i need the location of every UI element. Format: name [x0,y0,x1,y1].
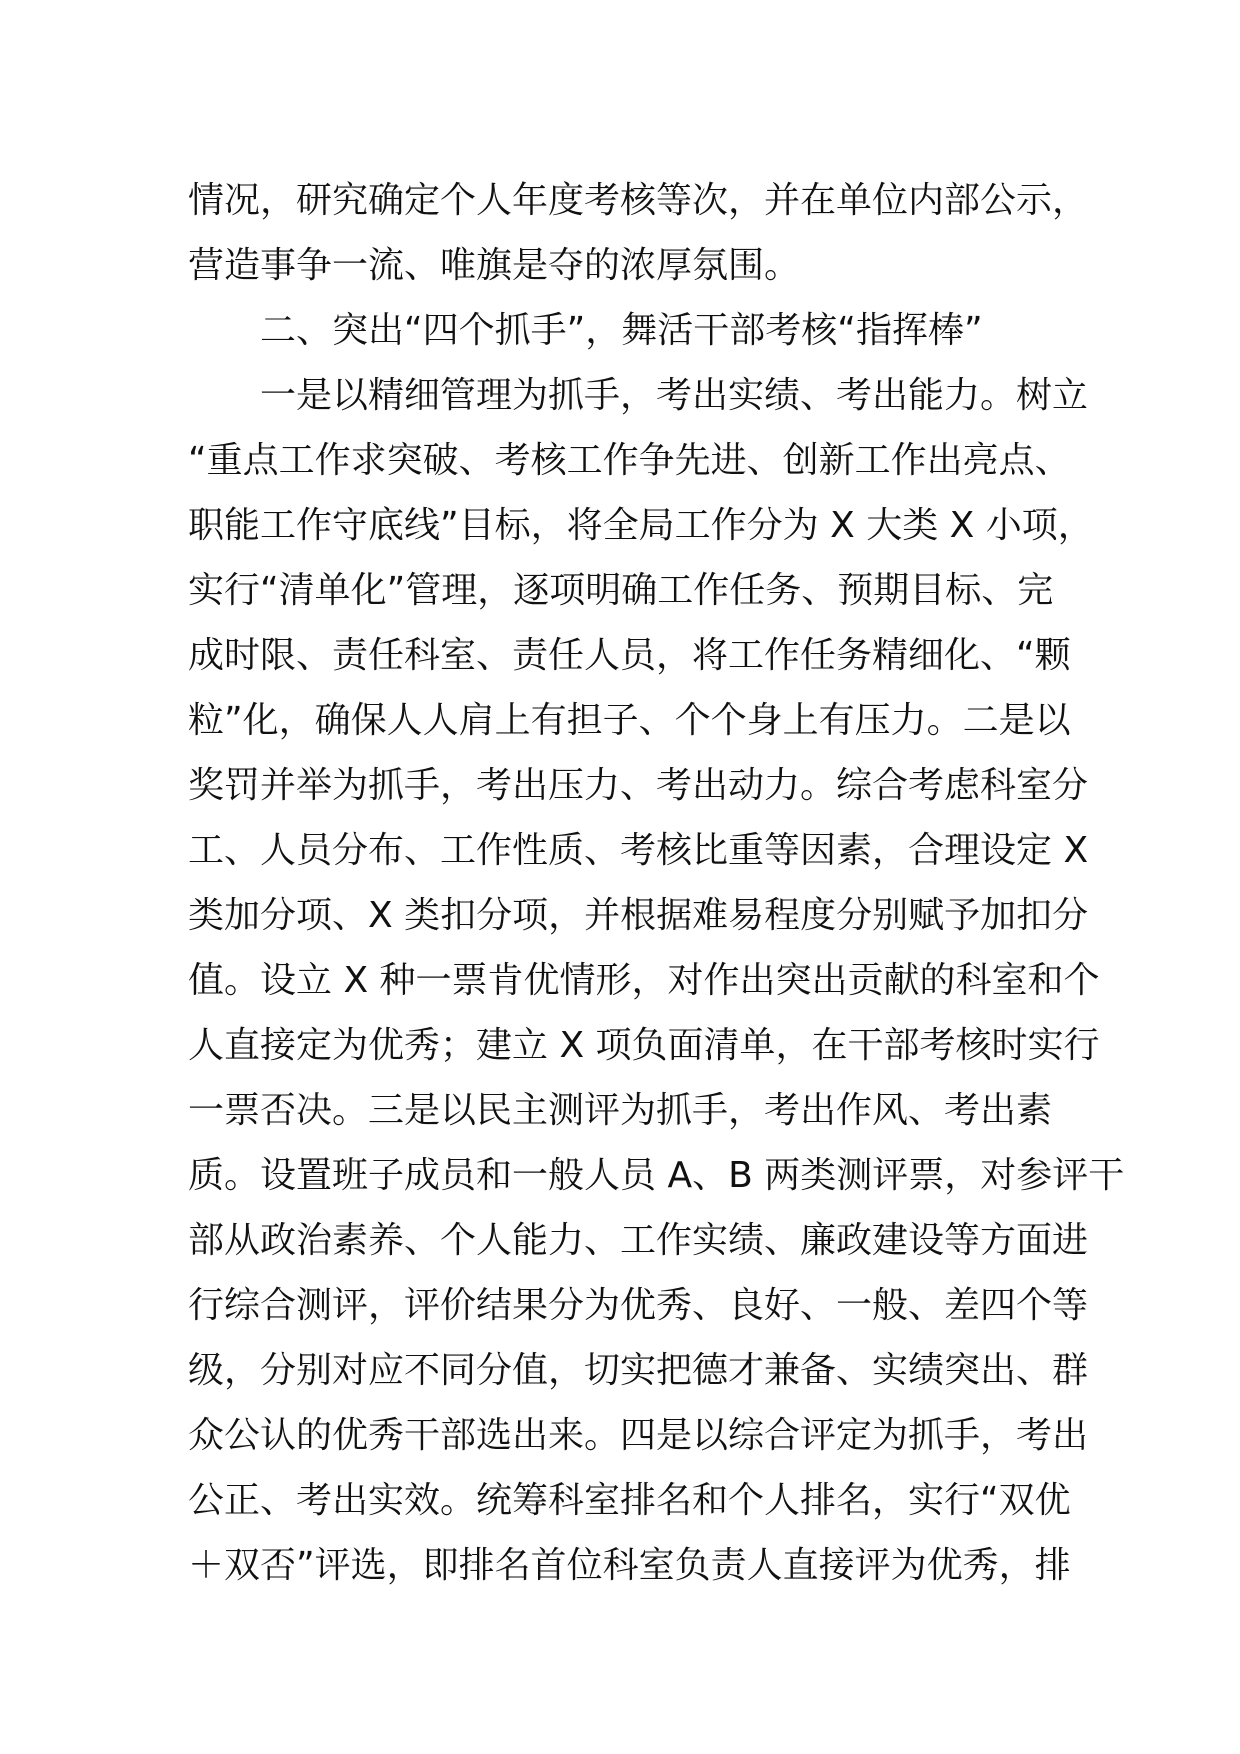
paragraph-1 [188,168,1089,298]
paragraph-line: 成时限、责任科室、责任人员，将工作任务精细化、“颗 [188,635,1071,676]
paragraph-line: 公正、考出实效。统筹科室排名和个人排名，实行“双优 [188,1480,1071,1521]
paragraph-line: 一是以精细管理为抓手，考出实绩、考出能力。树立 [260,375,1089,416]
paragraph-line: “重点工作求突破、考核工作争先进、创新工作出亮点、 [188,440,1071,481]
paragraph-line: 实行“清单化”管理，逐项明确工作任务、预期目标、完 [188,570,1054,611]
paragraph-2 [188,363,1125,1598]
paragraph-line: 值。设立 X 种一票肯优情形，对作出突出贡献的科室和个 [188,960,1100,1001]
paragraph-line: 情况，研究确定个人年度考核等次，并在单位内部公示， [188,180,1089,221]
paragraph-line: 类加分项、X 类扣分项，并根据难易程度分别赋予加扣分 [188,895,1089,936]
paragraph-line: 级，分别对应不同分值，切实把德才兼备、实绩突出、群 [188,1350,1089,1391]
paragraph-line: 一票否决。三是以民主测评为抓手，考出作风、考出素 [188,1090,1053,1131]
paragraph-line: ＋双否”评选，即排名首位科室负责人直接评为优秀，排 [188,1545,1071,1586]
paragraph-line: 众公认的优秀干部选出来。四是以综合评定为抓手，考出 [188,1415,1089,1456]
document-page [188,168,1125,1598]
section-heading: 二、突出“四个抓手”，舞活干部考核“指挥棒” [260,310,983,351]
paragraph-line: 质。设置班子成员和一般人员 A、B 两类测评票，对参评干 [188,1155,1125,1196]
paragraph-line: 行综合测评，评价结果分为优秀、良好、一般、差四个等 [188,1285,1089,1326]
paragraph-line: 人直接定为优秀；建立 X 项负面清单，在干部考核时实行 [188,1025,1100,1066]
paragraph-line: 奖罚并举为抓手，考出压力、考出动力。综合考虑科室分 [188,765,1089,806]
paragraph-line: 职能工作守底线”目标，将全局工作分为 X 大类 X 小项， [188,505,1094,546]
paragraph-line: 粒”化，确保人人肩上有担子、个个身上有压力。二是以 [188,700,1071,741]
paragraph-line: 工、人员分布、工作性质、考核比重等因素，合理设定 X [188,830,1089,871]
paragraph-line: 部从政治素养、个人能力、工作实绩、廉政建设等方面进 [188,1220,1089,1261]
paragraph-line: 营造事争一流、唯旗是夺的浓厚氛围。 [188,245,801,286]
